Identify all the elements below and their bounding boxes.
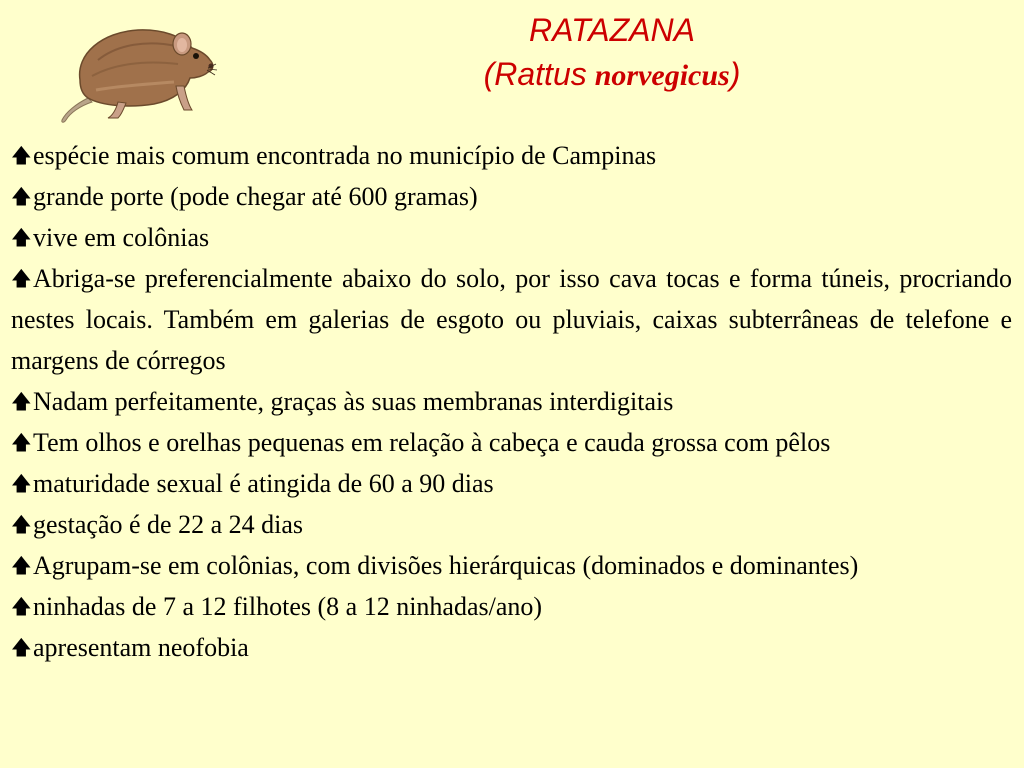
- bullet-item: [11, 627, 1012, 668]
- bullet-text: gestação é de 22 a 24 dias: [33, 510, 304, 539]
- close-paren: ): [729, 56, 741, 92]
- bullet-item: [11, 381, 1012, 422]
- bullet-text: Agrupam-se em colônias, com divisões hierárquicas (dominados e dominantes): [33, 551, 859, 580]
- bullet-text: ninhadas de 7 a 12 filhotes (8 a 12 ninhadas/ano): [33, 592, 543, 621]
- bullet-item: [11, 586, 1012, 627]
- up-arrow-icon: 🡅: [11, 430, 32, 454]
- up-arrow-icon: 🡅: [11, 389, 32, 413]
- title-block: [380, 8, 844, 98]
- slide-title: RATAZANA: [529, 12, 695, 48]
- up-arrow-icon: 🡅: [11, 143, 32, 167]
- bullet-text: maturidade sexual é atingida de 60 a 90 dias: [33, 469, 494, 498]
- rat-illustration: [58, 20, 218, 125]
- bullet-text: Abriga-se preferencialmente abaixo do solo, por isso cava tocas e forma túneis, procriando nestes locais. Também em galerias de esgoto ou pluviais, caixas subterrâneas de telefone e margens de córregos: [11, 264, 1012, 375]
- up-arrow-icon: 🡅: [11, 594, 32, 618]
- up-arrow-icon: 🡅: [11, 635, 32, 659]
- open-paren: (: [483, 56, 495, 92]
- species-name: norvegicus: [594, 59, 730, 92]
- bullet-text: vive em colônias: [33, 223, 210, 252]
- genus-name: Rattus: [494, 56, 587, 92]
- bullet-item: [11, 504, 1012, 545]
- up-arrow-icon: 🡅: [11, 471, 32, 495]
- up-arrow-icon: 🡅: [11, 266, 32, 290]
- bullet-item: [11, 463, 1012, 504]
- bullet-item: [11, 217, 1012, 258]
- up-arrow-icon: 🡅: [11, 512, 32, 536]
- up-arrow-icon: 🡅: [11, 184, 32, 208]
- scientific-name: [380, 52, 844, 98]
- up-arrow-icon: 🡅: [11, 225, 32, 249]
- bullet-item: [11, 258, 1012, 381]
- bullet-list: [11, 135, 1012, 668]
- bullet-text: grande porte (pode chegar até 600 gramas): [33, 182, 478, 211]
- bullet-text: Tem olhos e orelhas pequenas em relação à cabeça e cauda grossa com pêlos: [33, 428, 831, 457]
- bullet-text: apresentam neofobia: [33, 633, 249, 662]
- bullet-item: [11, 135, 1012, 176]
- bullet-text: espécie mais comum encontrada no município de Campinas: [33, 141, 657, 170]
- bullet-item: [11, 545, 1012, 586]
- up-arrow-icon: 🡅: [11, 553, 32, 577]
- bullet-text: Nadam perfeitamente, graças às suas membranas interdigitais: [33, 387, 674, 416]
- bullet-item: [11, 422, 1012, 463]
- bullet-item: [11, 176, 1012, 217]
